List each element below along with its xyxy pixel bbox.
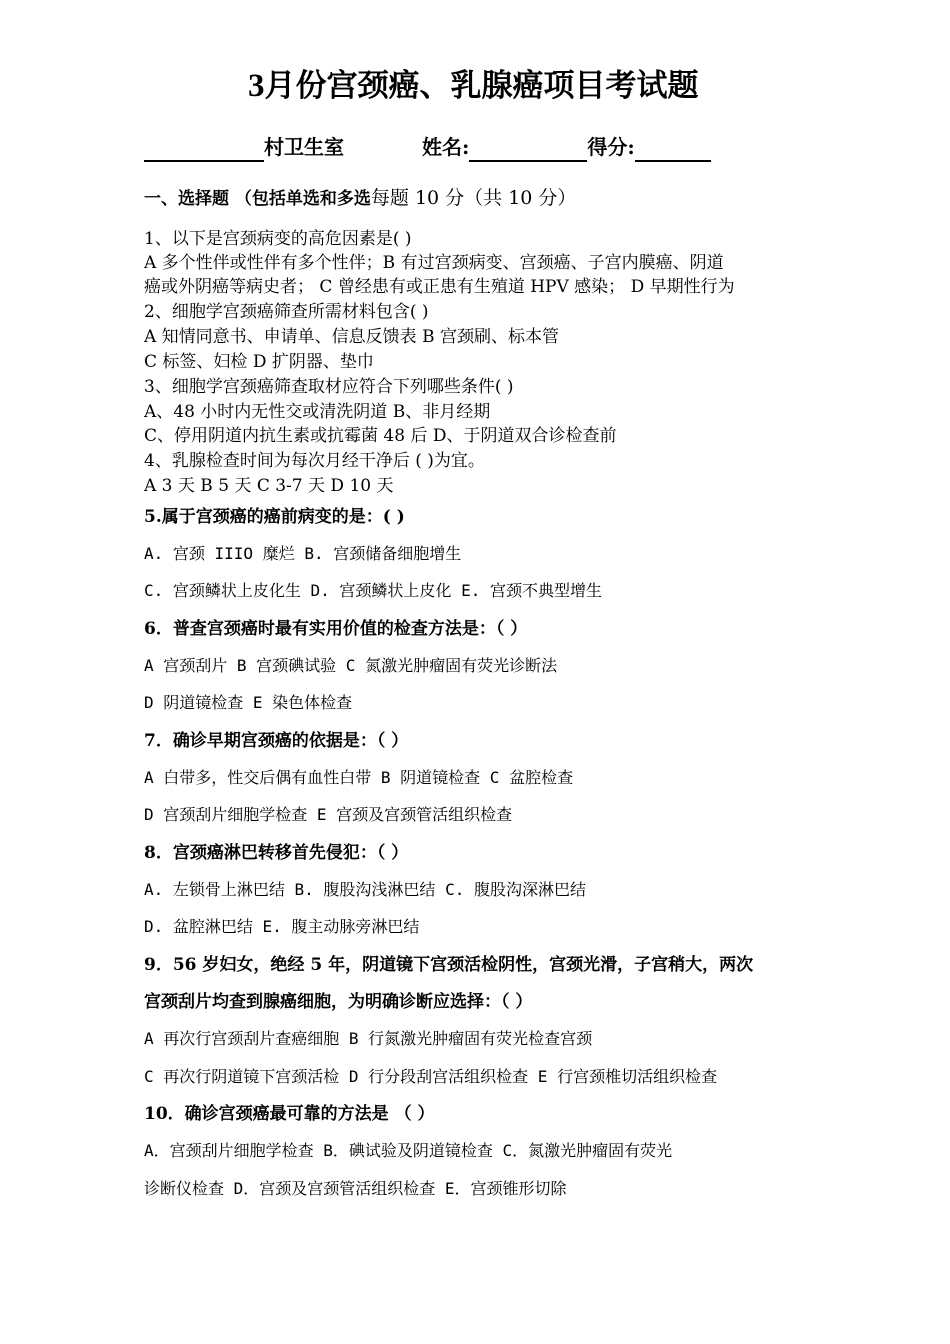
question-line: C 标签、妇检 D 扩阴器、垫巾 — [144, 352, 374, 372]
village-label: 村卫生室 — [264, 135, 344, 159]
question-line: A 3 天 B 5 天 C 3-7 天 D 10 天 — [144, 476, 394, 496]
score-blank[interactable] — [635, 136, 711, 162]
question-line: D 阴道镜检查 E 染色体检查 — [144, 693, 353, 712]
question-line: A 知情同意书、申请单、信息反馈表 B 宫颈刷、标本管 — [144, 327, 559, 347]
question-line: A 多个性伴或性伴有多个性伴；B 有过宫颈病变、宫颈癌、子宫内膜癌、阴道 — [144, 253, 724, 273]
question-line: C. 宫颈鳞状上皮化生 D. 宫颈鳞状上皮化 E. 宫颈不典型增生 — [144, 581, 602, 600]
score-label: 得分: — [587, 135, 635, 159]
name-blank[interactable] — [469, 136, 587, 162]
question-line: 3、细胞学宫颈癌筛查取材应符合下列哪些条件( ) — [144, 377, 514, 397]
exam-header — [144, 132, 711, 162]
question-line: 7．确诊早期宫颈癌的依据是：（ ） — [144, 731, 409, 751]
question-line: 2、细胞学宫颈癌筛查所需材料包含( ) — [144, 302, 429, 322]
question-line: A 白带多，性交后偶有血性白带 B 阴道镜检查 C 盆腔检查 — [144, 768, 574, 787]
title-text: 月份宫颈癌、乳腺癌项目考试题 — [264, 68, 699, 104]
question-line: 5.属于宫颈癌的癌前病变的是：( ) — [144, 507, 405, 527]
question-line: A 再次行宫颈刮片查癌细胞 B 行氮激光肿瘤固有荧光检查宫颈 — [144, 1029, 593, 1048]
question-line: 9．56 岁妇女，绝经 5 年，阴道镜下宫颈活检阴性，宫颈光滑，子宫稍大，两次 — [144, 955, 754, 975]
page-title — [248, 66, 699, 106]
question-line: A 宫颈刮片 B 宫颈碘试验 C 氮激光肿瘤固有荧光诊断法 — [144, 656, 558, 675]
question-line: 1、以下是宫颈病变的高危因素是( ) — [144, 229, 412, 249]
question-line: A、48 小时内无性交或清洗阴道 B、非月经期 — [144, 402, 491, 422]
question-line: 8．宫颈癌淋巴转移首先侵犯：（ ） — [144, 843, 409, 863]
section-heading-text: 一、选择题 （包括单选和多选 — [144, 189, 371, 209]
question-line: D. 盆腔淋巴结 E. 腹主动脉旁淋巴结 — [144, 917, 420, 936]
question-line: 10．确诊宫颈癌最可靠的方法是 （ ） — [144, 1104, 435, 1124]
question-line: 癌或外阴癌等病史者； C 曾经患有或正患有生殖道 HPV 感染； D 早期性行为 — [144, 277, 735, 297]
question-line: 6．普查宫颈癌时最有实用价值的检查方法是：（ ） — [144, 619, 528, 639]
question-line: D 宫颈刮片细胞学检查 E 宫颈及宫颈管活组织检查 — [144, 805, 513, 824]
village-blank[interactable] — [144, 136, 264, 162]
section-heading — [144, 187, 576, 210]
question-line: 宫颈刮片均查到腺癌细胞，为明确诊断应选择：（ ） — [144, 992, 533, 1012]
question-line: A. 左锁骨上淋巴结 B. 腹股沟浅淋巴结 C. 腹股沟深淋巴结 — [144, 880, 586, 899]
title-number: 3 — [248, 68, 265, 104]
question-line: A．宫颈刮片细胞学检查 B．碘试验及阴道镜检查 C．氮激光肿瘤固有荧光 — [144, 1141, 673, 1160]
question-line: A. 宫颈 IIIO 糜烂 B. 宫颈储备细胞增生 — [144, 544, 462, 563]
section-scoring: 每题 10 分（共 10 分） — [370, 187, 577, 209]
question-line: 4、乳腺检查时间为每次月经干净后 ( )为宜。 — [144, 451, 485, 471]
question-line: C、停用阴道内抗生素或抗霉菌 48 后 D、于阴道双合诊检查前 — [144, 426, 617, 446]
question-line: C 再次行阴道镜下宫颈活检 D 行分段刮宫活组织检查 E 行宫颈椎切活组织检查 — [144, 1067, 718, 1086]
name-label: 姓名: — [422, 135, 470, 159]
question-line: 诊断仪检查 D．宫颈及宫颈管活组织检查 E．宫颈锥形切除 — [144, 1179, 567, 1198]
